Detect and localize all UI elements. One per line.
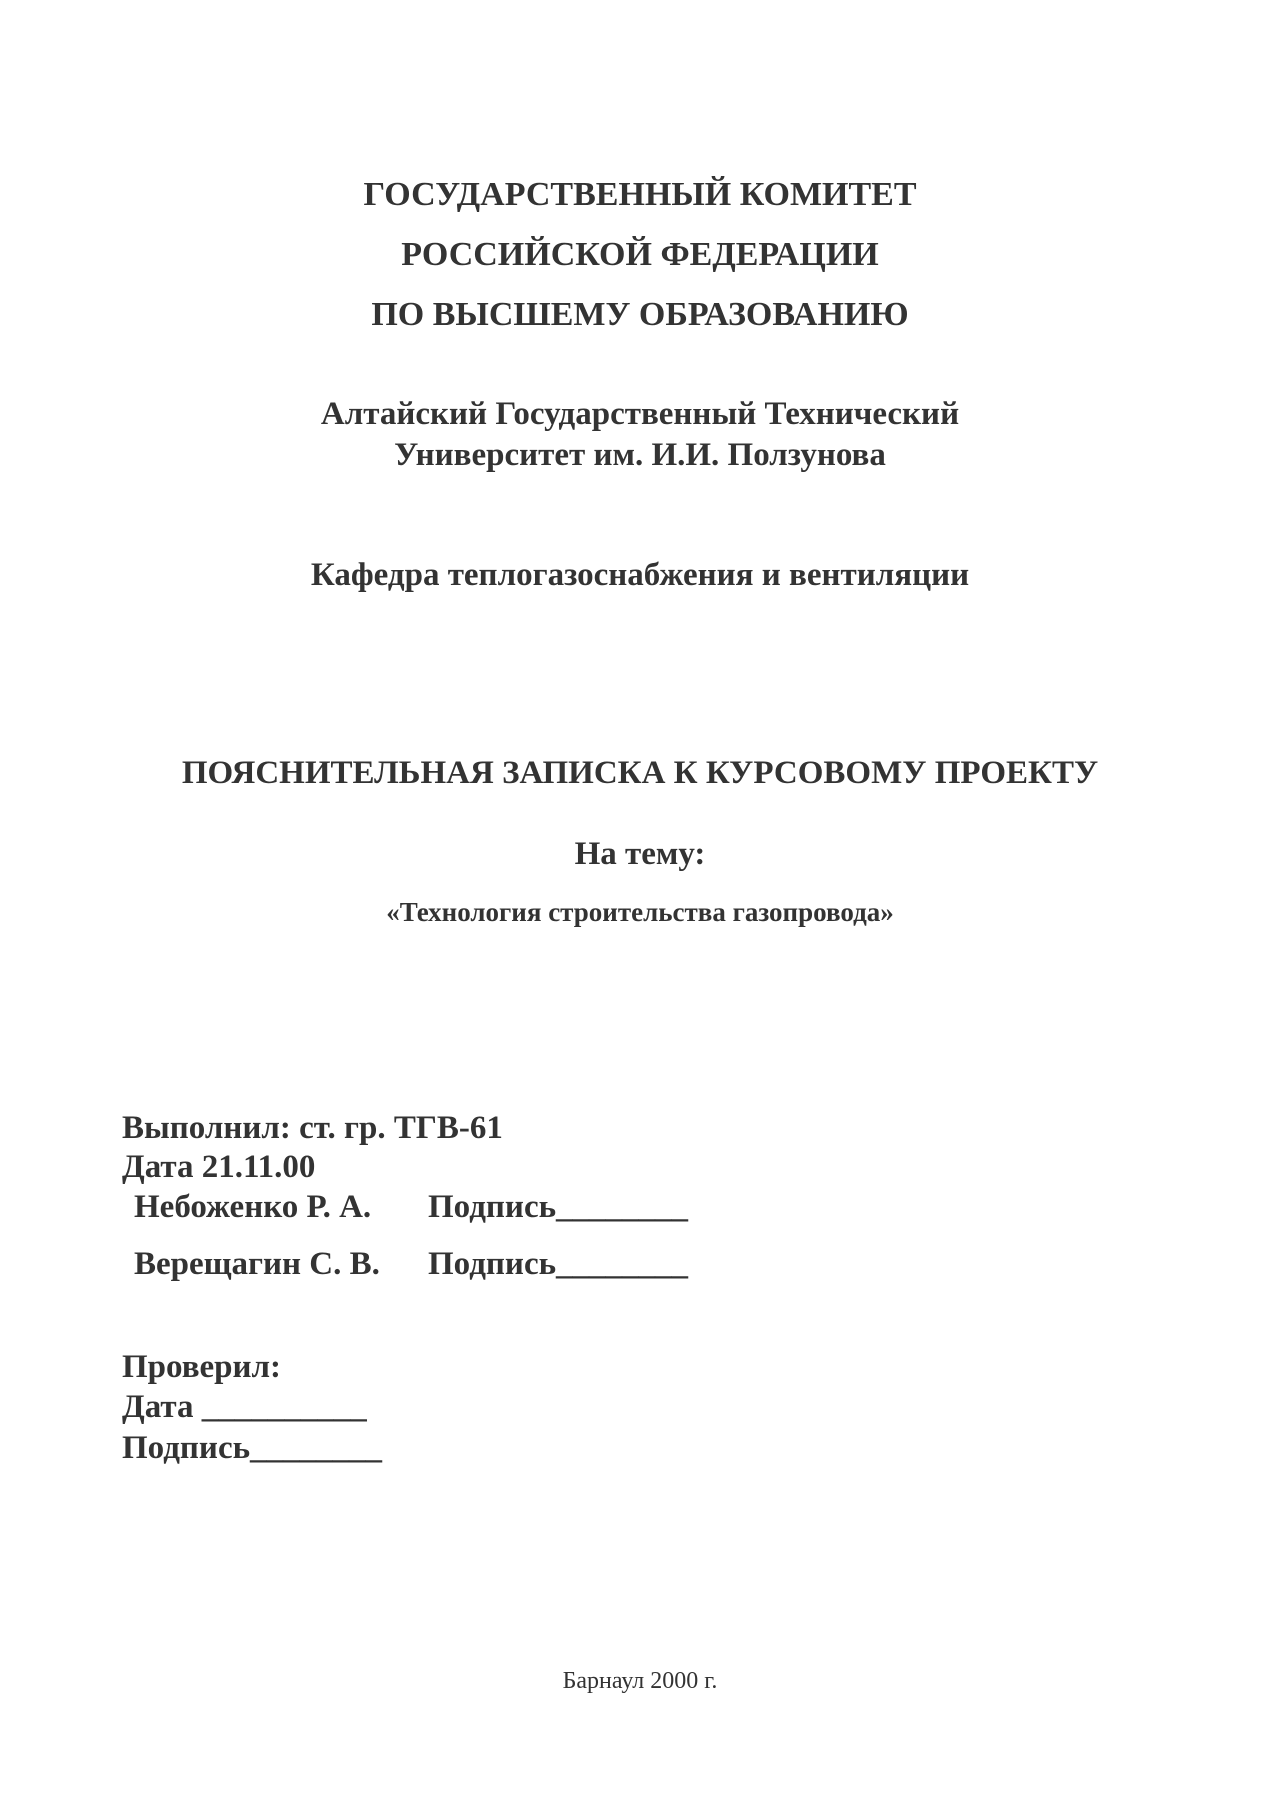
committee-line-1: ГОСУДАРСТВЕННЫЙ КОМИТЕТ xyxy=(363,176,917,213)
performed-date: Дата 21.11.00 xyxy=(122,1149,316,1185)
department-name: Кафедра теплогазоснабжения и вентиляции xyxy=(310,557,970,593)
topic-text: «Технология строительства газопровода» xyxy=(386,897,894,927)
student-signature: Подпись________ xyxy=(428,1246,689,1282)
checked-signature: Подпись________ xyxy=(122,1430,383,1466)
checked-by-label: Проверил: xyxy=(122,1349,282,1385)
university-line-1: Алтайский Государственный Технический xyxy=(320,396,960,432)
student-name: Верещагин С. В. xyxy=(134,1246,380,1282)
performed-by-label: Выполнил: ст. гр. ТГВ-61 xyxy=(122,1110,503,1146)
student-row-2 xyxy=(134,1246,688,1283)
committee-line-3: ПО ВЫСШЕМУ ОБРАЗОВАНИЮ xyxy=(371,296,909,333)
place-and-year: Барнаул 2000 г. xyxy=(562,1668,718,1694)
student-row-1 xyxy=(134,1189,688,1226)
student-signature: Подпись________ xyxy=(428,1189,689,1225)
topic-label: На тему: xyxy=(574,836,706,872)
student-name: Небоженко Р. А. xyxy=(134,1189,372,1225)
checked-date: Дата __________ xyxy=(122,1389,367,1425)
university-line-2: Университет им. И.И. Ползунова xyxy=(394,437,886,473)
document-type-title: ПОЯСНИТЕЛЬНАЯ ЗАПИСКА К КУРСОВОМУ ПРОЕКТУ xyxy=(181,755,1099,791)
committee-line-2: РОССИЙСКОЙ ФЕДЕРАЦИИ xyxy=(401,236,879,273)
